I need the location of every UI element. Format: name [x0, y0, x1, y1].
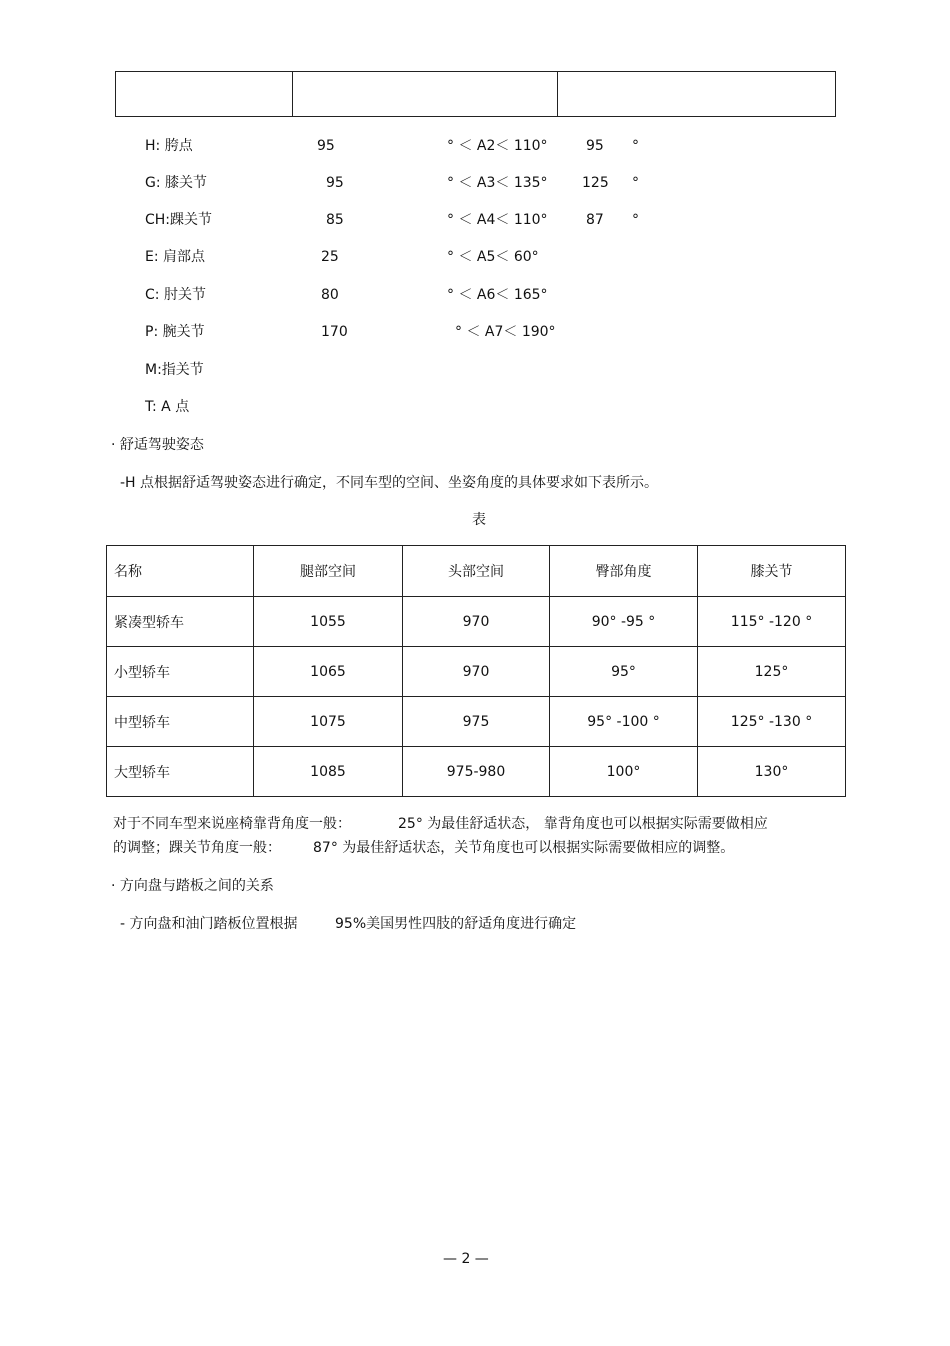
- joint-label: G: 膝关节: [145, 175, 208, 191]
- joint-min: 25: [321, 249, 339, 265]
- note-line2-a: 的调整；踝关节角度一般：: [113, 840, 281, 856]
- table-cell: 小型轿车: [107, 647, 254, 697]
- joint-label: E: 肩部点: [145, 249, 206, 265]
- joint-min: 170: [321, 324, 348, 340]
- empty-cell: [558, 72, 836, 117]
- table-header-cell: 腿部空间: [254, 546, 403, 597]
- note-line1-a: 对于不同车型来说座椅靠背角度一般：: [113, 816, 351, 832]
- table-row: [107, 597, 846, 647]
- section-heading: · 方向盘与踏板之间的关系: [111, 878, 274, 894]
- table-row: [107, 647, 846, 697]
- table-cell: 95° -100 °: [550, 697, 698, 747]
- joint-min: 85: [326, 212, 344, 228]
- table-cell: 中型轿车: [107, 697, 254, 747]
- joint-label: M:指关节: [145, 362, 204, 378]
- table-cell: 115° -120 °: [698, 597, 846, 647]
- joint-min: 95: [326, 175, 344, 191]
- joint-range: ° ＜ A6＜ 165°: [447, 287, 548, 303]
- table-cell: 125° -130 °: [698, 697, 846, 747]
- joint-comfort: 125: [582, 175, 609, 191]
- sedan-comfort-table: [106, 545, 846, 797]
- joint-unit: °: [632, 175, 639, 191]
- section2-line-b: 95%美国男性四肢的舒适角度进行确定: [335, 916, 577, 932]
- table-cell: 1065: [254, 647, 403, 697]
- joint-unit: °: [632, 138, 639, 154]
- table-cell: 1075: [254, 697, 403, 747]
- table-header-cell: 臀部角度: [550, 546, 698, 597]
- table-cell: 1055: [254, 597, 403, 647]
- table-caption: 表: [472, 512, 486, 528]
- table-cell: 100°: [550, 747, 698, 797]
- joint-min: 95: [317, 138, 335, 154]
- table-header-cell: 名称: [107, 546, 254, 597]
- joint-min: 80: [321, 287, 339, 303]
- joint-comfort: 87: [586, 212, 604, 228]
- joint-label: T: A 点: [145, 399, 190, 415]
- table-cell: 大型轿车: [107, 747, 254, 797]
- joint-label: C: 肘关节: [145, 287, 206, 303]
- note-line2-b: 87° 为最佳舒适状态，关节角度也可以根据实际需要做相应的调整。: [313, 840, 735, 856]
- table-cell: 125°: [698, 647, 846, 697]
- table-header-cell: 膝关节: [698, 546, 846, 597]
- joint-range: ° ＜ A7＜ 190°: [455, 324, 556, 340]
- header-empty-table: [115, 71, 836, 117]
- table-cell: 1085: [254, 747, 403, 797]
- intro-paragraph: -H 点根据舒适驾驶姿态进行确定，不同车型的空间、坐姿角度的具体要求如下表所示。: [120, 475, 659, 491]
- joint-range: ° ＜ A5＜ 60°: [447, 249, 539, 265]
- joint-label: H: 胯点: [145, 138, 193, 154]
- table-cell: 130°: [698, 747, 846, 797]
- empty-cell: [116, 72, 293, 117]
- table-cell: 紧凑型轿车: [107, 597, 254, 647]
- joint-range: ° ＜ A3＜ 135°: [447, 175, 548, 191]
- table-cell: 970: [403, 597, 550, 647]
- joint-range: ° ＜ A4＜ 110°: [447, 212, 548, 228]
- table-cell: 975-980: [403, 747, 550, 797]
- joint-unit: °: [632, 212, 639, 228]
- table-row: [107, 747, 846, 797]
- table-cell: 970: [403, 647, 550, 697]
- joint-label: P: 腕关节: [145, 324, 205, 340]
- table-cell: 90° -95 °: [550, 597, 698, 647]
- section2-line-a: - 方向盘和油门踏板位置根据: [120, 916, 298, 932]
- section-heading: · 舒适驾驶姿态: [111, 437, 204, 453]
- joint-comfort: 95: [586, 138, 604, 154]
- note-line1-b: 25° 为最佳舒适状态， 靠背角度也可以根据实际需要做相应: [398, 816, 768, 832]
- page-number: — 2 —: [443, 1251, 489, 1267]
- table-row: [107, 697, 846, 747]
- table-header-cell: 头部空间: [403, 546, 550, 597]
- joint-range: ° ＜ A2＜ 110°: [447, 138, 548, 154]
- table-header-row: [107, 546, 846, 597]
- table-cell: 95°: [550, 647, 698, 697]
- joint-label: CH:踝关节: [145, 212, 213, 228]
- table-cell: 975: [403, 697, 550, 747]
- empty-cell: [293, 72, 558, 117]
